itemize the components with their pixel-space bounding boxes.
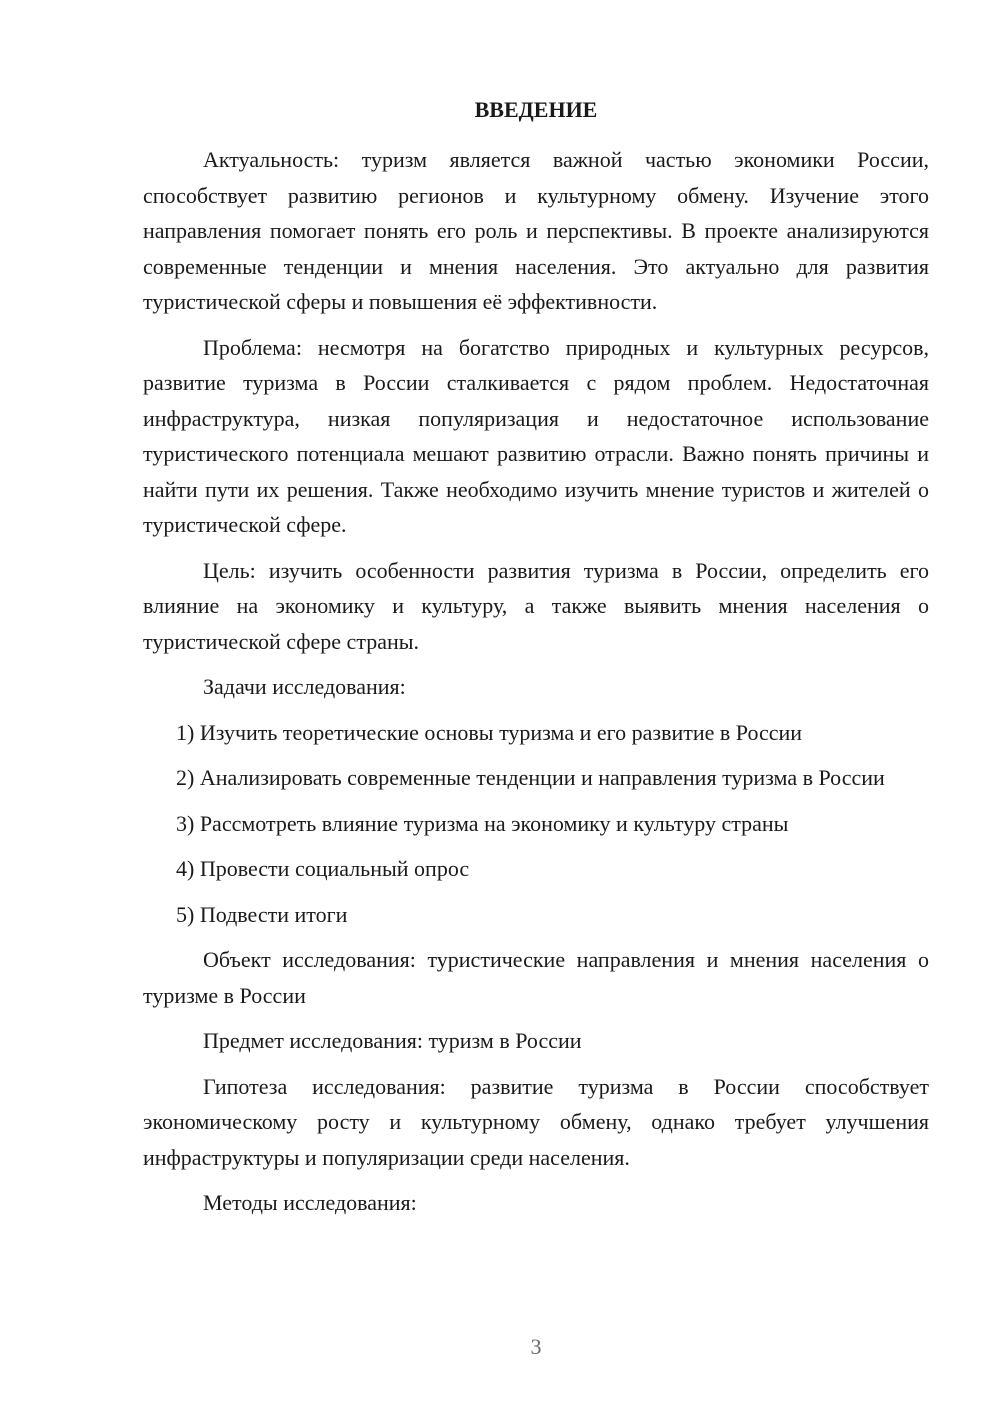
page-title: ВВЕДЕНИЕ bbox=[474, 97, 598, 122]
page-number: 3 bbox=[530, 1334, 542, 1359]
body-text bbox=[143, 142, 929, 1231]
list-item: 3) Рассмотреть влияние туризма на экономику и культуру страны bbox=[176, 810, 789, 836]
paragraph-relevance: Актуальность: туризм является важной частью экономики России, способствует развитию регионов и культурному обмену. Изучение этого направления помогает понять его роль и перспективы. В проекте анализируются современные тенденции и мнения населения. Это актуально для развития туристической сферы и повышения её эффективности. bbox=[143, 147, 929, 314]
paragraph-subject: Предмет исследования: туризм в России bbox=[203, 1028, 582, 1053]
list-item: 4) Провести социальный опрос bbox=[176, 856, 470, 881]
paragraph-object: Объект исследования: туристические направления и мнения населения о туризме в России bbox=[143, 947, 929, 1008]
paragraph-methods: Методы исследования: bbox=[203, 1190, 417, 1215]
list-item: 1) Изучить теоретические основы туризма и его развитие в России bbox=[176, 719, 803, 745]
paragraph-hypothesis: Гипотеза исследования: развитие туризма в России способствует экономическому росту и культурному обмену, однако требует улучшения инфраструктуры и популяризации среди населения. bbox=[143, 1073, 929, 1170]
paragraph-problem: Проблема: несмотря на богатство природных и культурных ресурсов, развитие туризма в России сталкивается с рядом проблем. Недостаточная инфраструктура, низкая популяризация и недостаточное использование туристического потенциала мешают развитию отрасли. Важно понять причины и найти пути их решения. Также необходимо изучить мнение туристов и жителей о туристической сфере. bbox=[143, 334, 929, 537]
paragraph-goal: Цель: изучить особенности развития туризма в России, определить его влияние на экономику и культуру, а также выявить мнения населения о туристической сфере страны. bbox=[143, 557, 929, 654]
list-item: 2) Анализировать современные тенденции и направления туризма в России bbox=[176, 765, 885, 790]
paragraph-tasks-heading: Задачи исследования: bbox=[203, 674, 406, 699]
list-item: 5) Подвести итоги bbox=[176, 901, 348, 927]
